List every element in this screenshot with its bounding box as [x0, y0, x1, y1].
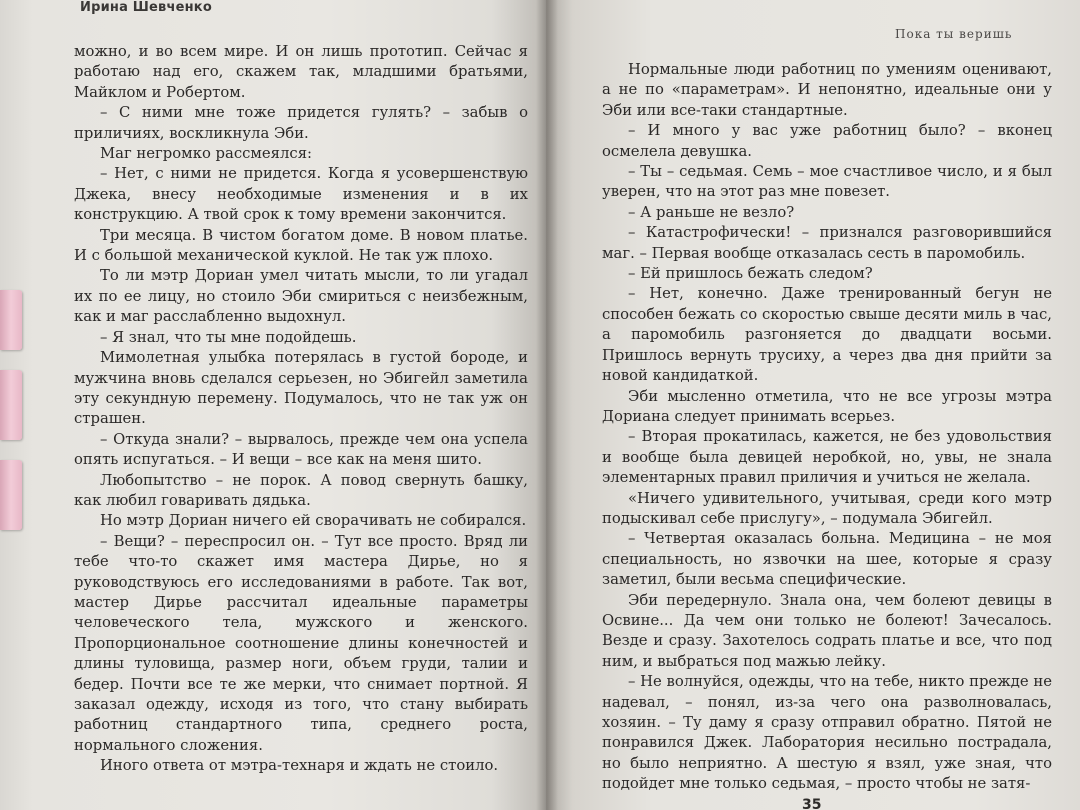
paragraph: – Не волнуйся, одежды, что на тебе, никто прежде не надевал, – понял, из-за чего она разволновалась, хозяин. – Ту даму я сразу отправил обратно. Пятой не понравился Джек. Лаборатория несильно пострадала, но было неприятно. А шестую я взял, уже зная, что подойдет мне только седьмая, – просто чтобы не затя-	[602, 673, 1052, 793]
page-number: 35	[802, 797, 822, 810]
paragraph: – Четвертая оказалась больна. Медицина – не моя специальность, но язвочки на шее, которые я сразу заметил, были весьма специфические.	[602, 530, 1052, 589]
paragraph: – Вещи? – переспросил он. – Тут все просто. Вряд ли тебе что-то скажет имя мастера Дирье, но я руководствуюсь его исследованиями в работе. Так вот, мастер Дирье рассчитал идеальные параметры человеческого тела, мужского и женского. Пропорциональное соотношение длины конечностей и длины туловища, размер ноги, объем груди, талии и бедер. Почти все те же мерки, что снимает портной. Я заказал одежду, исходя из того, что стану выбирать работниц стандартного типа, среднего роста, нормального сложения.	[74, 532, 528, 754]
paragraph: – А раньше не везло?	[628, 203, 795, 221]
paragraph: – Нет, конечно. Даже тренированный бегун не способен бежать со скоростью свыше десяти миль в час, а паромобиль разгоняется до двадцати восьми. Пришлось вернуть трусиху, а через два дня прийти за новой кандидаткой.	[602, 285, 1052, 385]
paragraph: Три месяца. В чистом богатом доме. В новом платье. И с большой механической куклой. Не так уж плохо.	[74, 226, 528, 265]
right-page	[546, 0, 1080, 810]
book-gutter	[536, 0, 558, 810]
paragraph: можно, и во всем мире. И он лишь прототип. Сейчас я работаю над его, скажем так, младшими братьями, Майклом и Робертом.	[74, 43, 528, 101]
paragraph: – Откуда знали? – вырвалось, прежде чем она успела опять испугаться. – И вещи – все как на меня шито.	[74, 430, 528, 469]
paragraph: Нормальные люди работниц по умениям оценивают, а не по «параметрам». И непонятно, идеальные они у Эби или все-таки стандартные.	[602, 61, 1052, 119]
bookmark-tab	[0, 370, 22, 440]
running-head-author: Ирина Шевченко	[80, 0, 212, 15]
paragraph: Иного ответа от мэтра-технаря и ждать не стоило.	[100, 757, 499, 775]
paragraph: – Ей пришлось бежать следом?	[628, 265, 873, 283]
paragraph: «Ничего удивительного, учитывая, среди кого мэтр подыскивал себе прислугу», – подумала Эбигейл.	[602, 489, 1052, 527]
paragraph: Но мэтр Дориан ничего ей сворачивать не собирался.	[100, 512, 527, 530]
running-head-title: Пока ты веришь	[895, 27, 1013, 41]
paragraph: Мимолетная улыбка потерялась в густой бороде, и мужчина вновь сделался серьезен, но Эбигейл заметила эту секундную перемену. Подумалось, что не так уж он страшен.	[74, 349, 528, 428]
paragraph: Любопытство – не порок. А повод свернуть башку, как любил говаривать дядька.	[74, 471, 528, 509]
bookmark-tab	[0, 460, 22, 530]
paragraph: – И много у вас уже работниц было? – вконец осмелела девушка.	[602, 122, 1052, 160]
paragraph: – Ты – седьмая. Семь – мое счастливое число, и я был уверен, что на этот раз мне повезет.	[602, 163, 1052, 201]
paragraph: Маг негромко рассмеялся:	[100, 145, 313, 163]
paragraph: – Я знал, что ты мне подойдешь.	[100, 328, 357, 346]
paragraph: Эби мысленно отметила, что не все угрозы мэтра Дориана следует принимать всерьез.	[602, 387, 1052, 425]
left-page-text	[74, 42, 528, 777]
right-page-text	[602, 60, 1052, 795]
paragraph: – Катастрофически! – признался разговорившийся маг. – Первая вообще отказалась сесть в паромобиль.	[602, 224, 1052, 262]
paragraph: Эби передернуло. Знала она, чем болеют девицы в Освине... Да чем они только не болеют! Зачесалось. Везде и сразу. Захотелось содрать платье и все, что под ним, и выбраться под мажью лейку.	[602, 591, 1052, 670]
paragraph: – Вторая прокатилась, кажется, не без удовольствия и вообще была девицей неробкой, но, увы, не знала элементарных правил приличия и учиться не желала.	[602, 428, 1052, 487]
bookmark-tab	[0, 290, 22, 350]
paragraph: То ли мэтр Дориан умел читать мысли, то ли угадал их по ее лицу, но стоило Эби смириться с неизбежным, как и маг расслабленно выдохнул.	[74, 267, 528, 326]
paragraph: – Нет, с ними не придется. Когда я усовершенствую Джека, внесу необходимые изменения и в их конструкцию. А твой срок к тому времени закончится.	[74, 165, 528, 224]
paragraph: – С ними мне тоже придется гулять? – забыв о приличиях, воскликнула Эби.	[74, 104, 528, 142]
